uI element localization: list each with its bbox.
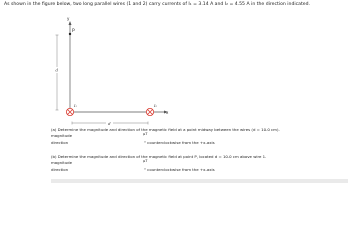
part-a-magnitude-label: magnitude	[51, 133, 73, 138]
part-a-magnitude-input[interactable]	[86, 133, 130, 138]
wire2-label: I₂	[154, 104, 157, 108]
part-a-prompt: (a) Determine the magnitude and direction of the magnetic field at a point midway between the wires (d = 10.0 cm).	[51, 127, 280, 132]
part-a-magnitude-unit: μT	[143, 132, 148, 136]
part-a-magnitude-row	[51, 133, 343, 140]
part-a-direction-input[interactable]	[86, 140, 130, 145]
part-a-direction-row	[51, 140, 343, 147]
distance-d-horizontal-label: d	[108, 121, 111, 126]
part-b-magnitude-label: magnitude	[51, 160, 73, 165]
y-axis-arrow-icon	[69, 21, 72, 25]
wire1-label: I₁	[74, 104, 77, 108]
point-p-label: P	[72, 29, 75, 34]
part-a-direction-unit: ° counterclockwise from the +x-axis	[144, 140, 215, 145]
part-b-magnitude-unit: μT	[143, 159, 148, 163]
part-b	[51, 154, 343, 181]
point-p-dot	[69, 33, 71, 35]
x-axis-label: x	[166, 110, 169, 115]
footer-bar	[51, 179, 348, 183]
part-b-direction-input[interactable]	[86, 167, 130, 172]
part-b-direction-label: direction	[51, 167, 69, 172]
part-b-direction-unit: ° counterclockwise from the +x-axis	[144, 167, 215, 172]
part-a-direction-label: direction	[51, 140, 69, 145]
part-b-magnitude-row	[51, 160, 343, 167]
part-b-magnitude-input[interactable]	[86, 160, 130, 165]
question-text: As shown in the figure below, two long parallel wires (1 and 2) carry currents of I₁ = 3.14 A and I₂ = 4.55 A in the direction indicated.	[4, 2, 311, 7]
part-b-direction-row	[51, 167, 343, 174]
part-b-prompt: (b) Determine the magnitude and direction of the magnetic field at point P, located d = 10.0 cm above wire 1.	[51, 154, 267, 159]
y-axis-label: y	[67, 16, 70, 21]
distance-d-vertical-label: d	[55, 67, 59, 73]
part-a	[51, 127, 343, 154]
